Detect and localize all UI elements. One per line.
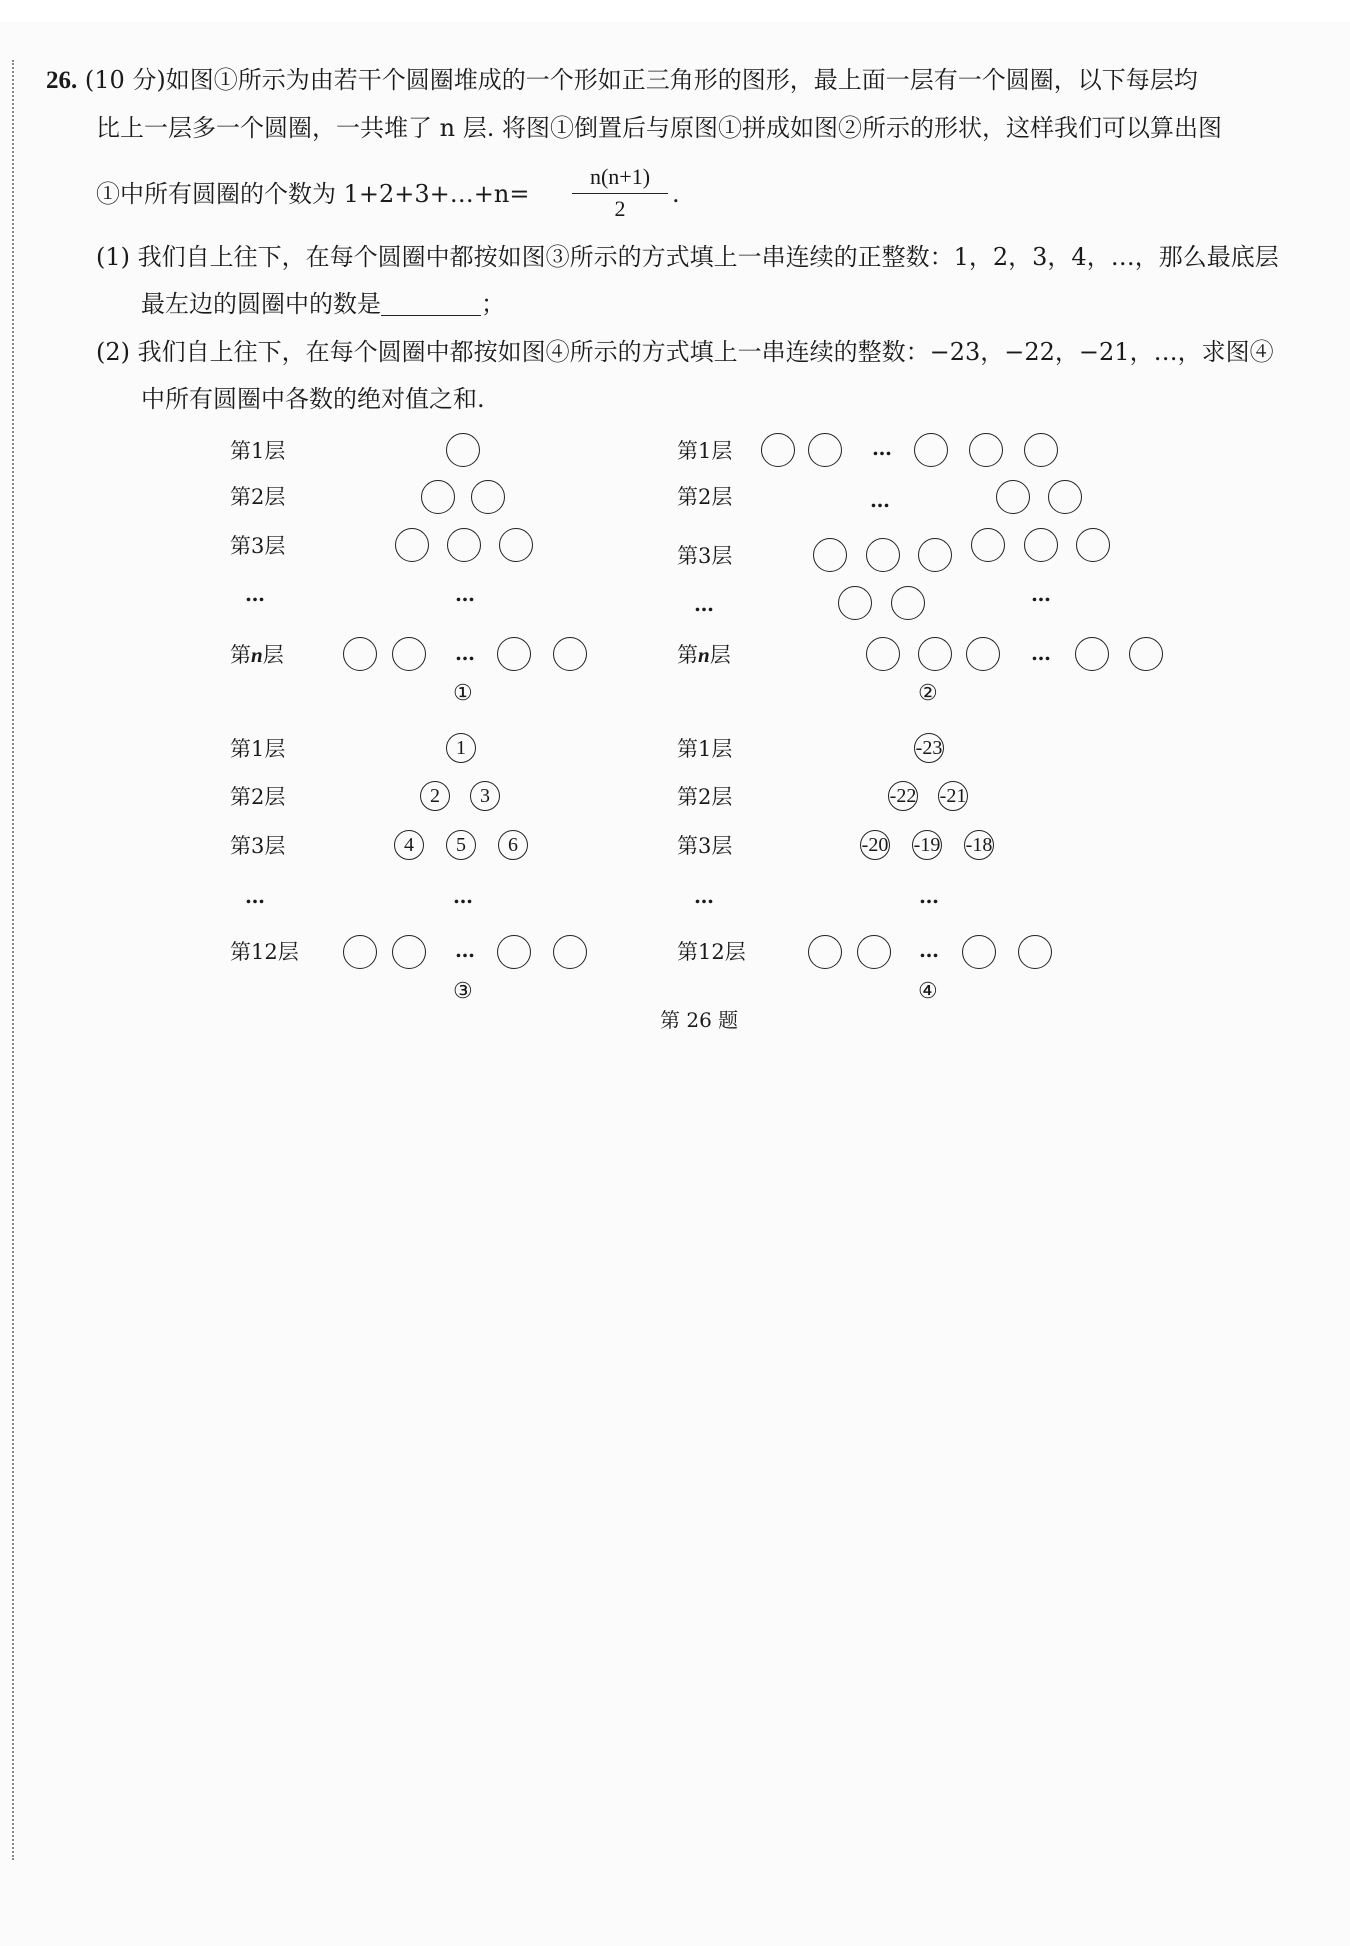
fig1-layer-n-label: 第n层	[230, 643, 284, 667]
question-1-text: 最左边的圆圈中的数是	[141, 290, 381, 318]
fig3-circle-2: 2	[420, 781, 450, 811]
fig2-circle	[918, 538, 952, 572]
fig3-circle-3: 3	[470, 781, 500, 811]
fig2-circle	[996, 480, 1030, 514]
fig1-layer2-label: 第2层	[230, 485, 286, 509]
fig4-label: ④	[918, 979, 938, 1004]
fig4-circle	[1018, 935, 1052, 969]
fig1-circle	[392, 637, 426, 671]
fig2-circle	[914, 433, 948, 467]
fig2-ellipsis: …	[870, 488, 891, 512]
fig2-layer1-label: 第1层	[677, 439, 733, 463]
fig3-layer2-label: 第2层	[230, 785, 286, 809]
fig3-ellipsis: …	[455, 938, 476, 962]
fig2-circle	[891, 586, 925, 620]
fig2-circle	[1129, 637, 1163, 671]
fig4-ellipsis: …	[919, 884, 940, 908]
fig1-circle	[343, 637, 377, 671]
fig2-circle	[969, 433, 1003, 467]
fig3-circle	[343, 935, 377, 969]
fig3-circle	[392, 935, 426, 969]
fig1-circle	[446, 433, 480, 467]
fig2-circle	[918, 637, 952, 671]
fig3-layer-ellipsis: …	[245, 884, 266, 908]
fraction-bar	[572, 193, 668, 194]
fig4-circle	[808, 935, 842, 969]
question-2-line-2: 中所有圆圈中各数的绝对值之和.	[141, 385, 485, 413]
fig2-circle	[866, 637, 900, 671]
fig2-circle	[971, 528, 1005, 562]
fig3-label: ③	[453, 979, 473, 1004]
fig1-layer3-label: 第3层	[230, 534, 286, 558]
fig2-circle	[1024, 433, 1058, 467]
fig2-layer-ellipsis: …	[694, 592, 715, 616]
fig4-circle-6: -18	[964, 830, 994, 860]
fig4-layer2-label: 第2层	[677, 785, 733, 809]
problem-intro-3: ①中所有圆圈的个数为 1+2+3+…+n=	[96, 180, 530, 208]
figure-caption: 第 26 题	[660, 1008, 739, 1032]
fig2-circle	[1024, 528, 1058, 562]
fig3-circle	[553, 935, 587, 969]
fig3-layer1-label: 第1层	[230, 737, 286, 761]
question-1-line-1: (1) 我们自上往下，在每个圆圈中都按如图③所示的方式填上一串连续的正整数：1，2，3，4，…，那么最底层	[96, 243, 1279, 271]
problem-number: 26.	[46, 67, 78, 94]
problem-points: (10 分)	[84, 66, 166, 94]
fig2-circle	[1048, 480, 1082, 514]
fig3-layer3-label: 第3层	[230, 834, 286, 858]
fig3-circle-5: 5	[446, 830, 476, 860]
fig2-label: ②	[918, 681, 938, 706]
fig1-layer-ellipsis: …	[245, 582, 266, 606]
fig4-circle-1: -23	[914, 733, 944, 763]
fig1-circle	[553, 637, 587, 671]
fig3-ellipsis: …	[453, 884, 474, 908]
fig2-circle	[1075, 637, 1109, 671]
fig2-circle	[813, 538, 847, 572]
formula-denominator: 2	[614, 196, 626, 221]
fig4-layer-ellipsis: …	[694, 884, 715, 908]
fig2-circle	[966, 637, 1000, 671]
fig4-circle-2: -22	[888, 781, 918, 811]
problem-intro-2: 比上一层多一个圆圈，一共堆了 n 层. 将图①倒置后与原图①拼成如图②所示的形状，这样我们可以算出图	[96, 114, 1222, 142]
fig1-ellipsis: …	[455, 582, 476, 606]
fig2-circle	[761, 433, 795, 467]
fig2-circle	[808, 433, 842, 467]
fig1-circle	[447, 528, 481, 562]
fig1-layer1-label: 第1层	[230, 439, 286, 463]
fig4-circle-4: -20	[860, 830, 890, 860]
fig1-circle	[421, 480, 455, 514]
fig2-circle	[1076, 528, 1110, 562]
fig3-circle-1: 1	[446, 733, 476, 763]
fig1-circle	[395, 528, 429, 562]
fig3-circle	[497, 935, 531, 969]
fig1-circle	[497, 637, 531, 671]
question-1-end: ；	[481, 290, 505, 318]
fig2-circle	[866, 538, 900, 572]
fig4-ellipsis: …	[919, 938, 940, 962]
problem-intro-1: 如图①所示为由若干个圆圈堆成的一个形如正三角形的图形，最上面一层有一个圆圈，以下每层均	[165, 66, 1198, 94]
fig1-circle	[499, 528, 533, 562]
fig4-layer1-label: 第1层	[677, 737, 733, 761]
fig3-circle-4: 4	[394, 830, 424, 860]
fig3-circle-6: 6	[498, 830, 528, 860]
fig4-layer3-label: 第3层	[677, 834, 733, 858]
formula-numerator: n(n+1)	[589, 164, 651, 189]
fig2-layer2-label: 第2层	[677, 485, 733, 509]
formula-end: .	[672, 180, 680, 208]
fig2-layer3-label: 第3层	[677, 544, 733, 568]
fig1-label: ①	[453, 681, 473, 706]
question-2-line-1: (2) 我们自上往下，在每个圆圈中都按如图④所示的方式填上一串连续的整数：−23，−22，−21，…，求图④	[96, 338, 1274, 366]
problem-line-1	[46, 64, 1198, 97]
fig2-ellipsis: …	[1031, 641, 1052, 665]
fig4-circle	[857, 935, 891, 969]
fig2-layer-n-label: 第n层	[677, 643, 731, 667]
fig2-circle	[838, 586, 872, 620]
fig4-circle	[962, 935, 996, 969]
fig4-layer12-label: 第12层	[677, 940, 746, 964]
binding-margin-line	[12, 60, 14, 1860]
fig1-circle	[471, 480, 505, 514]
fig3-layer12-label: 第12层	[230, 940, 299, 964]
fig1-ellipsis: …	[455, 641, 476, 665]
fig2-ellipsis: …	[1031, 582, 1052, 606]
fig4-circle-3: -21	[938, 781, 968, 811]
answer-blank	[381, 291, 481, 316]
fig2-ellipsis: …	[872, 436, 893, 460]
question-1-line-2	[141, 288, 505, 320]
fig4-circle-5: -19	[912, 830, 942, 860]
